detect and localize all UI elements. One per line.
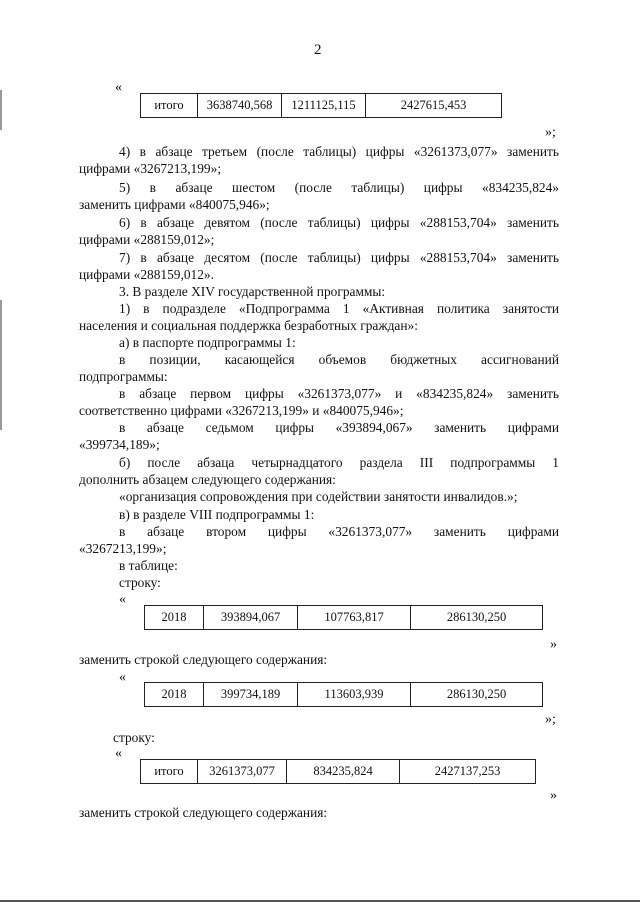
paragraph-6-line1: 6) в абзаце девятом (после таблицы) цифры «288153,704» заменить [119,215,559,230]
table-cell: 286130,250 [411,683,543,707]
table-itogo-old [140,759,536,784]
table-cell: итого [141,760,198,784]
paragraph-second-abzac-line1: в абзаце втором цифры «3261373,077» заменить цифрами [119,524,559,539]
paragraph-first-abzac-line1: в абзаце первом цифры «3261373,077» и «834235,824» заменить [119,386,559,401]
paragraph-section-viii: в) в разделе VIII подпрограммы 1: [119,507,315,522]
table-cell: 399734,189 [204,683,298,707]
table-cell: итого [141,94,198,118]
paragraph-in-table: в таблице: [119,558,178,573]
open-quote: « [115,80,122,95]
table-row [141,760,536,784]
table-cell: 286130,250 [411,606,543,630]
open-quote: « [119,670,126,685]
paragraph-replace-row: заменить строкой следующего содержания: [79,805,328,820]
paragraph-4-line2: цифрами «3267213,199»; [79,161,222,176]
paragraph-replace-row: заменить строкой следующего содержания: [79,652,328,667]
open-quote: « [119,592,126,607]
table-row [141,94,502,118]
table-cell: 2427615,453 [366,94,502,118]
scan-edge-mark [0,90,2,130]
table-cell: 2018 [145,606,204,630]
paragraph-fourteenth-abzac-line1: б) после абзаца четырнадцатого раздела III подпрограммы 1 [119,455,559,470]
paragraph-row: строку: [119,575,161,590]
paragraph-7-line1: 7) в абзаце десятом (после таблицы) цифры «288153,704» заменить [119,250,559,265]
paragraph-inserted-text: «организация сопровождения при содействии занятости инвалидов.»; [119,489,518,504]
table-row [145,683,543,707]
paragraph-section-xiv: 3. В разделе XIV государственной программы: [119,284,386,299]
table-cell: 2427137,253 [400,760,536,784]
scan-edge-mark [0,300,2,430]
table-cell: 107763,817 [298,606,411,630]
table-cell: 393894,067 [204,606,298,630]
paragraph-first-abzac-line2: соответственно цифрами «3267213,199» и «840075,946»; [79,403,404,418]
paragraph-seventh-abzac-line2: «399734,189»; [79,437,160,452]
table-cell: 3638740,568 [198,94,282,118]
table-cell: 1211125,115 [282,94,366,118]
paragraph-fourteenth-abzac-line2: дополнить абзацем следующего содержания: [79,472,336,487]
table-cell: 3261373,077 [198,760,287,784]
table-cell: 834235,824 [287,760,400,784]
paragraph-position-line2: подпрограммы: [79,369,168,384]
paragraph-5-line2: заменить цифрами «840075,946»; [79,197,270,212]
open-quote: « [115,746,122,761]
paragraph-5-line1: 5) в абзаце шестом (после таблицы) цифры «834235,824» [119,180,559,195]
paragraph-second-abzac-line2: «3267213,199»; [79,541,167,556]
paragraph-4-line1: 4) в абзаце третьем (после таблицы) цифры «3261373,077» заменить [119,144,559,159]
paragraph-7-line2: цифрами «288159,012». [79,267,214,282]
close-quote: » [550,637,557,652]
scan-bottom-border [0,900,640,902]
paragraph-subsection-1-line1: 1) в подразделе «Подпрограмма 1 «Активная политика занятости [119,301,559,316]
paragraph-seventh-abzac-line1: в абзаце седьмом цифры «393894,067» заменить цифрами [119,420,559,435]
paragraph-passport: а) в паспорте подпрограммы 1: [119,335,296,350]
table-cell: 2018 [145,683,204,707]
close-quote: »; [545,125,556,140]
table-itogo-1 [140,93,502,118]
page-number: 2 [314,42,322,58]
table-2018-old [144,605,543,630]
close-quote: » [550,788,557,803]
paragraph-position-line1: в позиции, касающейся объемов бюджетных ассигнований [119,352,559,367]
table-row [145,606,543,630]
table-2018-new [144,682,543,707]
paragraph-6-line2: цифрами «288159,012»; [79,232,215,247]
close-quote: »; [545,712,556,727]
paragraph-row: строку: [113,730,155,745]
paragraph-subsection-1-line2: населения и социальная поддержка безработных граждан»: [79,318,418,333]
table-cell: 113603,939 [298,683,411,707]
